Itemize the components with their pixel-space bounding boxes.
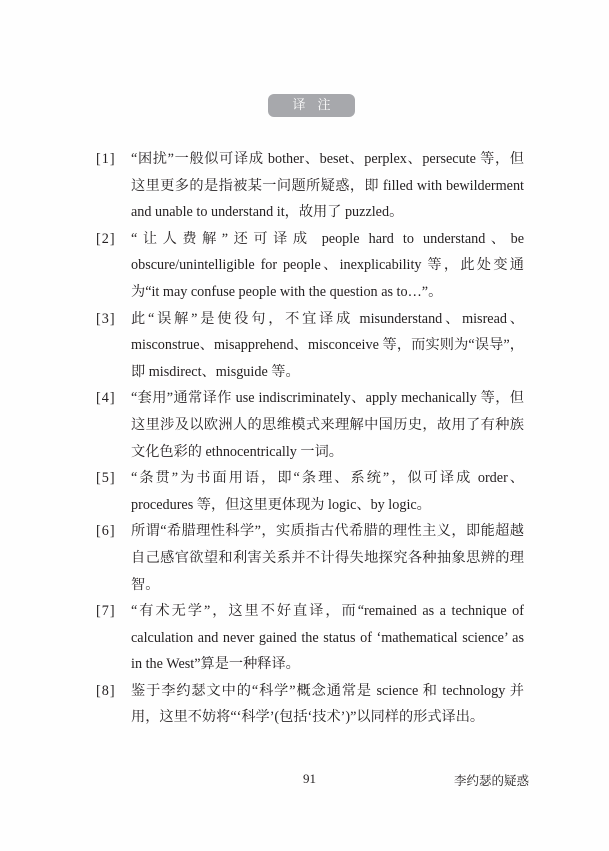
- note-item-7: [96, 598, 524, 678]
- note-number: [2]: [96, 230, 116, 247]
- note-item-3: [96, 306, 524, 386]
- note-text: 所谓“希腊理性科学”，实质指古代希腊的理性主义，即能超越自己感官欲望和利害关系并不计得失地探究各种抽象思辨的理智。: [131, 523, 524, 593]
- note-item-4: [96, 385, 524, 465]
- note-text: “条贯”为书面用语，即“条理、系统”，似可译成 order、procedures 等，但这里更体现为 logic、by logic。: [131, 470, 524, 513]
- note-number: [4]: [96, 390, 116, 407]
- section-heading-badge: 译注: [268, 94, 355, 117]
- translator-notes-list: [96, 146, 524, 731]
- note-item-2: [96, 226, 524, 306]
- note-item-5: [96, 465, 524, 518]
- note-text: 此“误解”是使役句，不宜译成 misunderstand、misread、misconstrue、misapprehend、misconceive 等，而实则为“误导”，即 misdirect、misguide 等。: [131, 310, 524, 380]
- note-text: 鉴于李约瑟文中的“科学”概念通常是 science 和 technology 并用，这里不妨将“‘科学’(包括‘技术’)”以同样的形式译出。: [131, 682, 524, 726]
- page-number: 91: [303, 771, 316, 786]
- note-number: [1]: [96, 151, 116, 167]
- note-number: [3]: [96, 310, 116, 327]
- note-text: “让人费解”还可译成 people hard to understand、be obscure/unintelligible for people、inexplicability 等，此处变通为“it may confuse people with the question as to…”。: [131, 230, 524, 300]
- note-number: [8]: [96, 682, 116, 699]
- note-text: “困扰”一般似可译成 bother、beset、perplex、persecute 等，但这里更多的是指被某一问题所疑惑，即 filled with bewilderment and unable to understand it，故用了 puzzled。: [131, 151, 524, 221]
- note-item-6: [96, 518, 524, 598]
- note-text: “套用”通常译作 use indiscriminately、apply mechanically 等，但这里涉及以欧洲人的思维模式来理解中国历史，故用了有种族文化色彩的 ethnocentrically 一词。: [131, 390, 524, 460]
- note-number: [7]: [96, 603, 116, 620]
- note-item-8: [96, 678, 524, 731]
- note-item-1: [96, 146, 524, 226]
- note-number: [5]: [96, 470, 116, 487]
- note-text: “有术无学”，这里不好直译，而“remained as a technique of calculation and never gained the status of ‘mathematical science’ as in the West”算是一种释译。: [131, 603, 524, 673]
- note-number: [6]: [96, 523, 116, 540]
- running-title: 李约瑟的疑惑: [454, 773, 530, 788]
